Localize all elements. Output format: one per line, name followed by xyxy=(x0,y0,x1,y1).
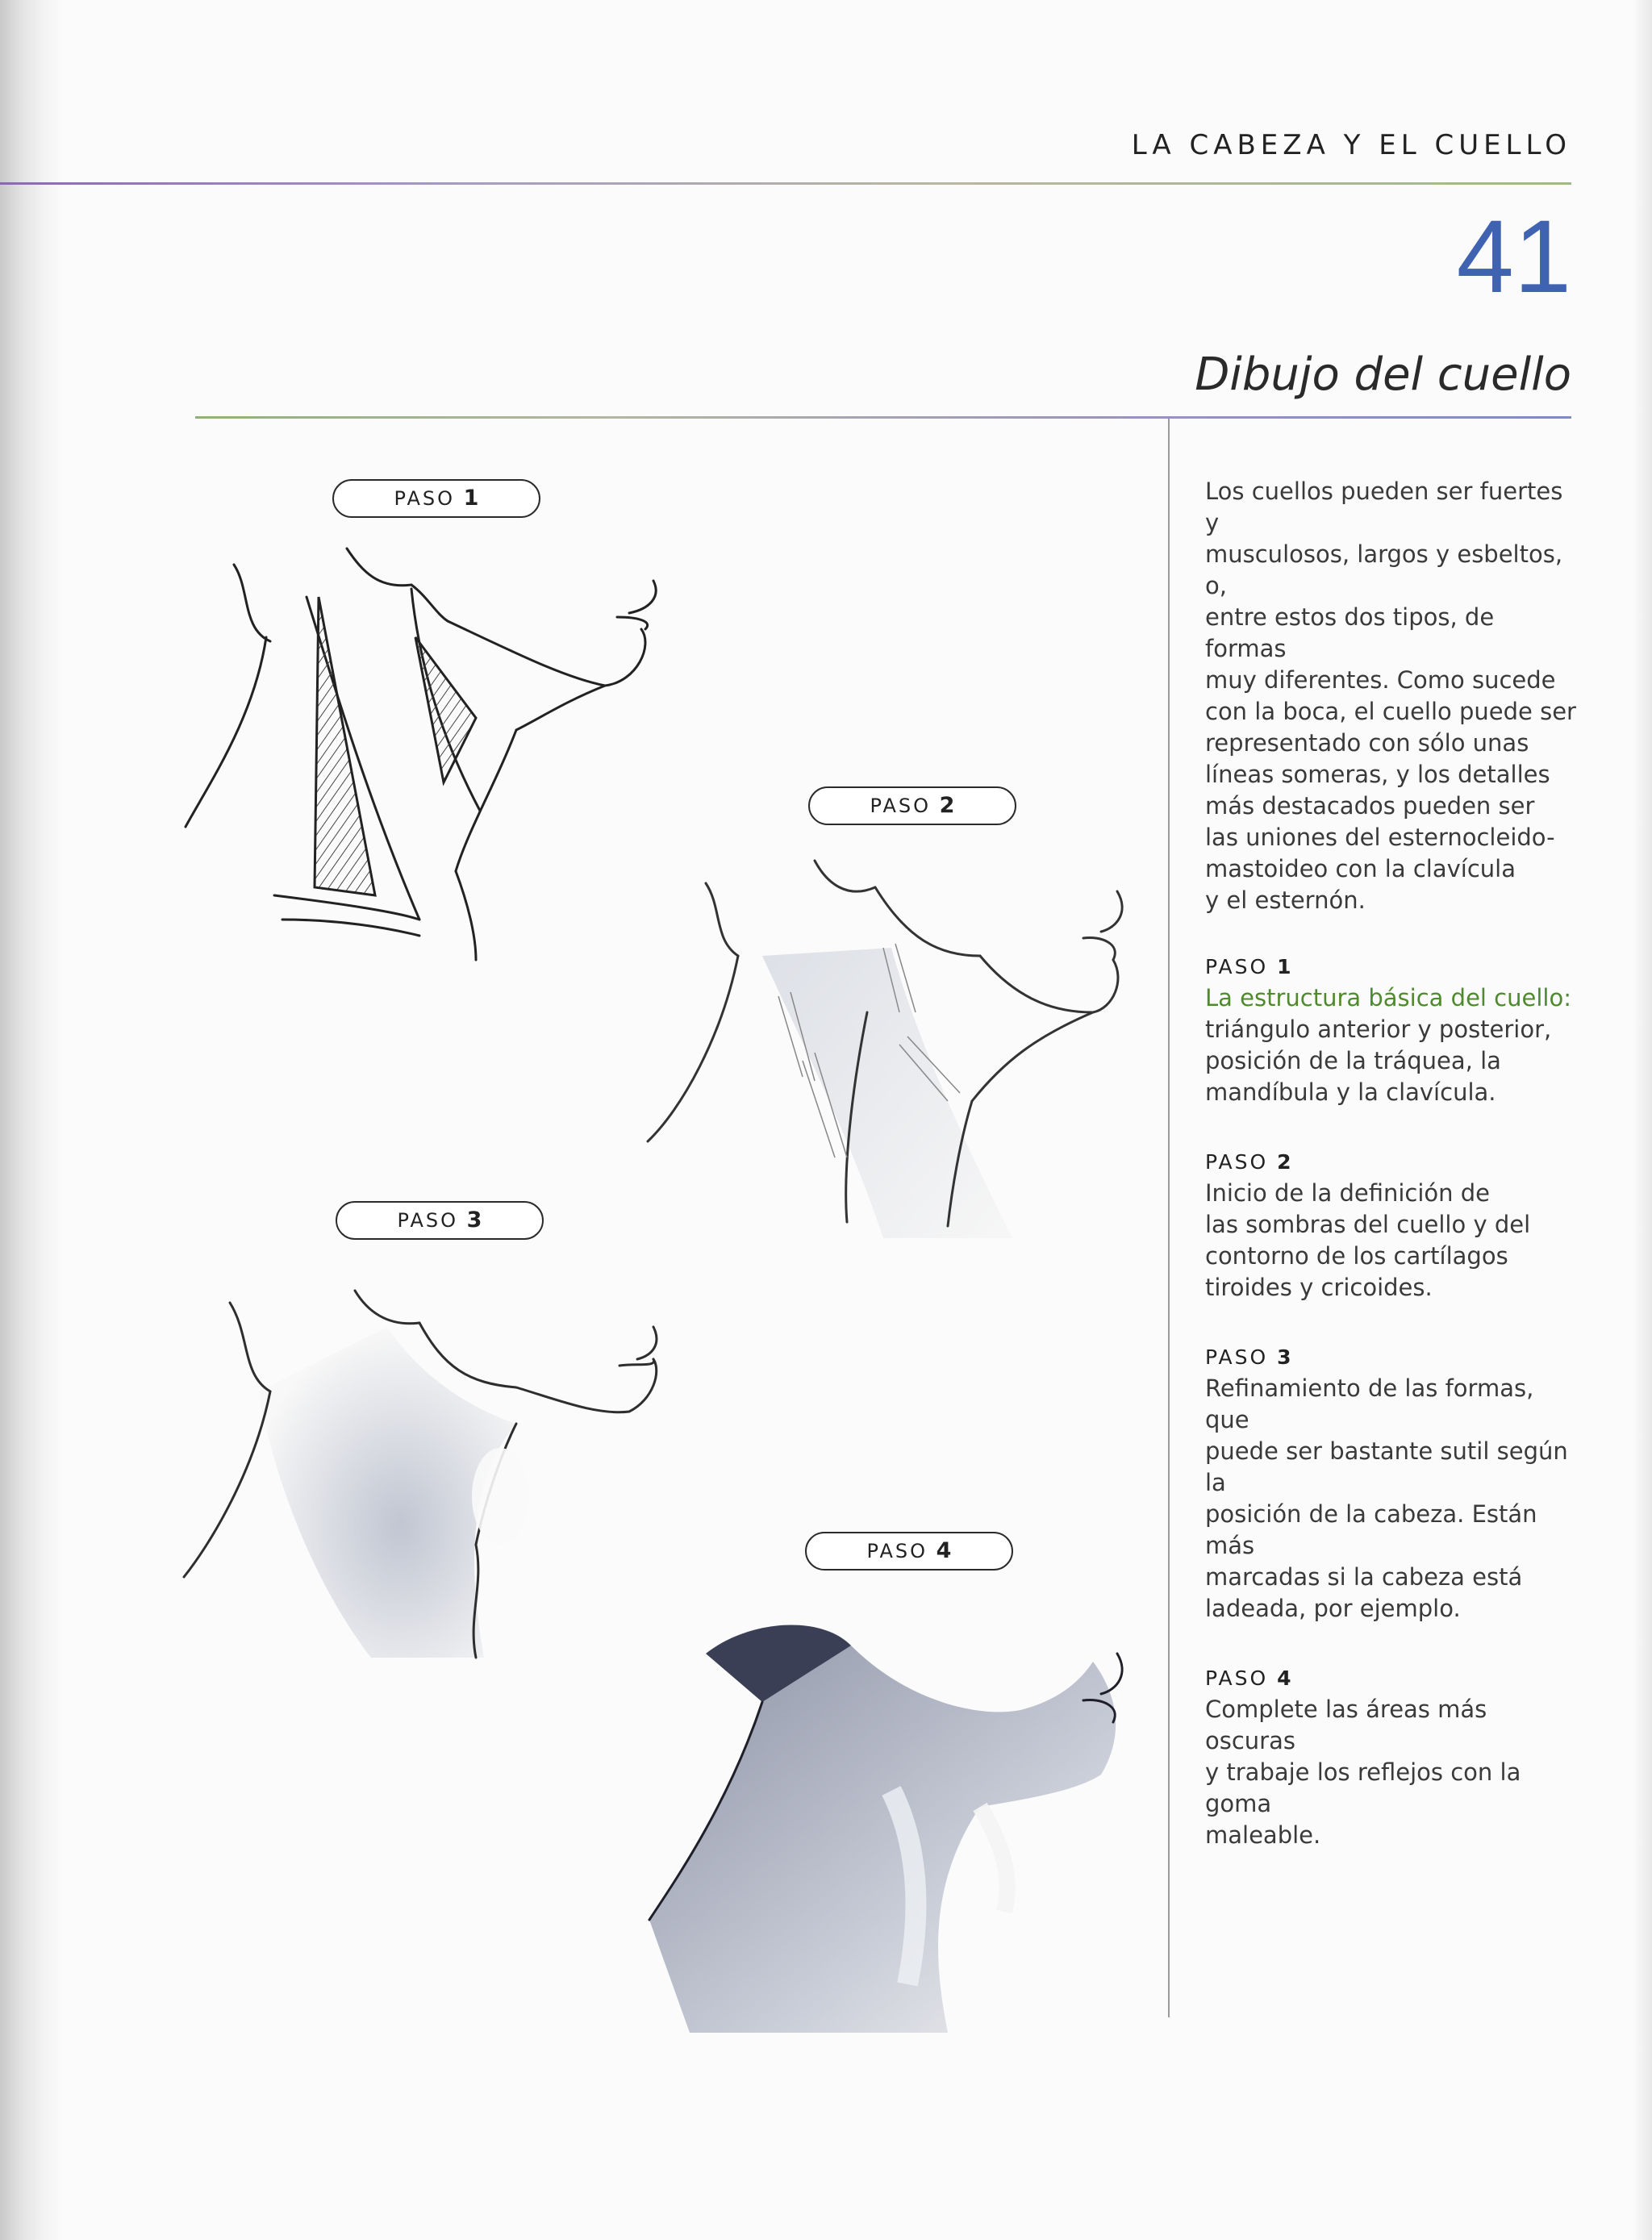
neck-drawing-step-2 xyxy=(641,851,1141,1270)
step-3-label: PASO xyxy=(397,1209,459,1232)
step-4-badge xyxy=(805,1532,1013,1571)
page-number: 41 xyxy=(1456,199,1571,315)
sidebar-step-2-heading xyxy=(1205,1147,1576,1178)
step-4-label: PASO xyxy=(866,1540,928,1562)
section-rule xyxy=(195,416,1571,419)
header-rule xyxy=(0,182,1571,185)
book-spine-shadow xyxy=(0,0,65,2240)
page-edge xyxy=(1633,0,1652,2240)
step-2-number: 2 xyxy=(939,793,955,818)
sidebar-step-3-label: PASO xyxy=(1205,1345,1269,1369)
step-1-label: PASO xyxy=(394,487,456,510)
sidebar-step-2-label: PASO xyxy=(1205,1150,1269,1174)
step-1-badge xyxy=(332,479,540,518)
sidebar-step-4-heading xyxy=(1205,1663,1576,1694)
sidebar-step-2-text: Inicio de la definición de las sombras del cuello y del contorno de los cartílagos tiroides y cricoides. xyxy=(1205,1179,1531,1301)
step-2-badge xyxy=(808,786,1016,825)
running-head: LA CABEZA Y EL CUELLO xyxy=(1131,129,1571,161)
sidebar-step-3-heading xyxy=(1205,1342,1576,1373)
sidebar-step-4-text: Complete las áreas más oscuras y trabaje los reflejos con la goma maleable. xyxy=(1205,1696,1521,1849)
neck-drawing-step-1 xyxy=(177,540,678,976)
step-4-number: 4 xyxy=(936,1538,952,1563)
sidebar-step-1-text xyxy=(1205,982,1576,1108)
sidebar-step-1-heading xyxy=(1205,952,1576,982)
sidebar-step-4-number: 4 xyxy=(1277,1666,1291,1690)
step-2-label: PASO xyxy=(870,795,932,817)
sidebar-step-1-label: PASO xyxy=(1205,955,1269,978)
sidebar-step-3-text: Refinamiento de las formas, que puede ser bastante sutil según la posición de la cabeza. Están más marcadas si la cabeza está ladeada, por ejemplo. xyxy=(1205,1374,1568,1622)
sidebar-step-1-number: 1 xyxy=(1277,955,1291,978)
column-divider xyxy=(1168,419,1170,2017)
sidebar-step-1-body: triángulo anterior y posterior, posición de la tráquea, la mandíbula y la clavícula. xyxy=(1205,1016,1552,1106)
section-title: Dibujo del cuello xyxy=(1195,348,1571,401)
sidebar-step-2-number: 2 xyxy=(1277,1150,1291,1174)
intro-paragraph: Los cuellos pueden ser fuertes y musculosos, largos y esbeltos, o, entre estos dos tipos, de formas muy diferentes. Como sucede con la boca, el cuello puede ser representado con sólo unas líneas someras, y los detalles más destacados pueden ser las uniones del esternocleido- mastoideo con la clavícula y el esternón. xyxy=(1205,478,1576,914)
sidebar-step-4-label: PASO xyxy=(1205,1666,1269,1690)
sidebar-text xyxy=(1205,476,1576,1890)
neck-drawing-step-4 xyxy=(641,1613,1141,2049)
step-3-badge xyxy=(336,1201,544,1240)
sidebar-step-1-lead: La estructura básica del cuello: xyxy=(1205,984,1571,1012)
step-1-number: 1 xyxy=(463,486,479,511)
neck-drawing-step-3 xyxy=(177,1279,678,1698)
step-3-number: 3 xyxy=(466,1208,482,1233)
sidebar-step-3-number: 3 xyxy=(1277,1345,1291,1369)
